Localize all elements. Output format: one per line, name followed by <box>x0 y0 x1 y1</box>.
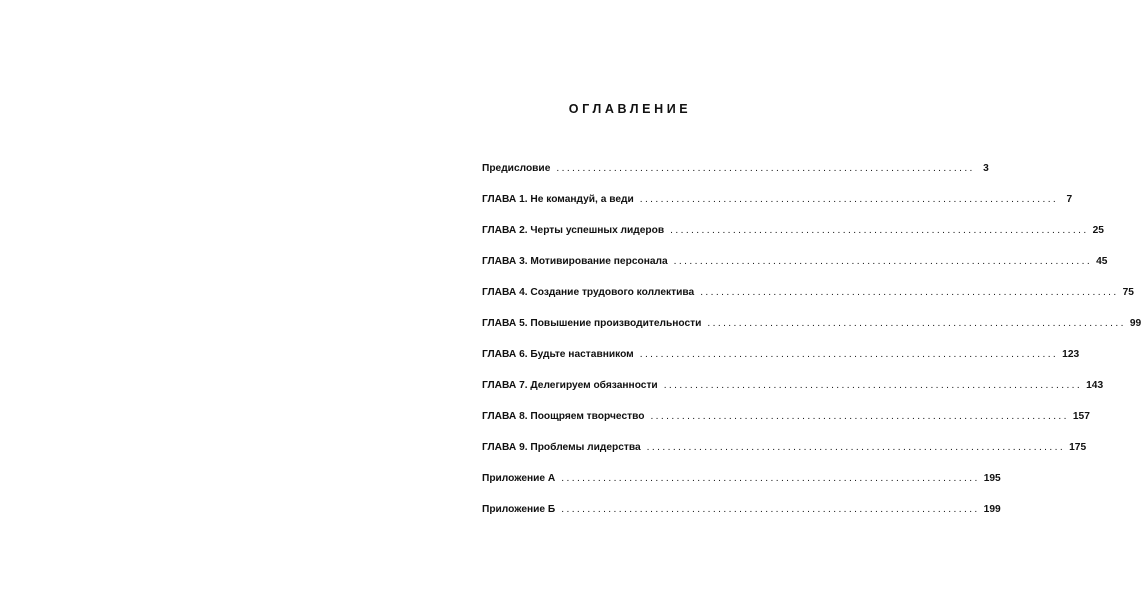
toc-entry-page-number: 175 <box>1069 442 1087 453</box>
toc-entry-page-number: 3 <box>983 163 989 174</box>
toc-entry-page-number: 75 <box>1122 287 1134 298</box>
toc-entry-page-number: 45 <box>1096 256 1108 267</box>
toc-entry-preface[interactable] <box>482 163 989 194</box>
toc-entry-label: ГЛАВА 4. Создание трудового коллектива <box>482 287 695 298</box>
toc-entry-label: ГЛАВА 1. Не командуй, а веди <box>482 194 634 205</box>
toc-entry-chapter-2[interactable] <box>482 225 1104 256</box>
toc-entry-chapter-3[interactable] <box>482 256 1108 287</box>
toc-leader-dots: ................................................................................ <box>670 225 1089 236</box>
toc-entry-label: Приложение А <box>482 473 556 484</box>
toc-leader-dots: ................................................................................ <box>639 349 1059 360</box>
toc-entry-page-number: 157 <box>1072 411 1090 422</box>
toc-leader-dots: ................................................................................ <box>561 504 980 515</box>
toc-entry-appendix-a[interactable] <box>482 473 1001 504</box>
toc-entry-chapter-1[interactable] <box>482 194 1073 225</box>
toc-entry-label: ГЛАВА 6. Будьте наставником <box>482 349 634 360</box>
toc-entry-chapter-7[interactable] <box>482 380 1104 411</box>
toc-entry-page-number: 7 <box>1066 194 1073 205</box>
toc-leader-dots: ................................................................................ <box>663 380 1083 391</box>
toc-entry-appendix-b[interactable] <box>482 504 1001 535</box>
toc-leader-dots: ................................................................................ <box>707 318 1126 329</box>
toc-leader-dots: ................................................................................ <box>639 194 1059 205</box>
toc-entry-label: ГЛАВА 8. Поощряем творчество <box>482 411 645 422</box>
toc-leader-dots: ................................................................................ <box>646 442 1066 453</box>
toc-entry-label: ГЛАВА 3. Мотивирование персонала <box>482 256 668 267</box>
toc-entry-chapter-6[interactable] <box>482 349 1080 380</box>
toc-list <box>482 163 1141 535</box>
toc-entry-page-number: 143 <box>1086 380 1104 391</box>
toc-entry-page-number: 123 <box>1062 349 1080 360</box>
toc-entry-label: Приложение Б <box>482 504 556 515</box>
toc-leader-dots: ................................................................................ <box>650 411 1069 422</box>
toc-leader-dots: ................................................................................ <box>673 256 1093 267</box>
toc-entry-chapter-8[interactable] <box>482 411 1090 442</box>
toc-leader-dots: ................................................................................ <box>561 473 980 484</box>
toc-entry-page-number: 25 <box>1092 225 1104 236</box>
toc-entry-page-number: 99 <box>1129 318 1141 329</box>
toc-entry-label: Предисловие <box>482 163 551 174</box>
toc-entry-label: ГЛАВА 5. Повышение производительности <box>482 318 702 329</box>
toc-entry-chapter-4[interactable] <box>482 287 1134 318</box>
toc-title: ОГЛАВЛЕНИЕ <box>568 102 692 116</box>
toc-entry-chapter-5[interactable] <box>482 318 1141 349</box>
toc-entry-chapter-9[interactable] <box>482 442 1087 473</box>
toc-entry-label: ГЛАВА 7. Делегируем обязанности <box>482 380 658 391</box>
toc-entry-page-number: 199 <box>983 504 1001 515</box>
toc-entry-label: ГЛАВА 2. Черты успешных лидеров <box>482 225 665 236</box>
toc-entry-label: ГЛАВА 9. Проблемы лидерства <box>482 442 641 453</box>
toc-entry-page-number: 195 <box>983 473 1001 484</box>
toc-leader-dots: ................................................................................ <box>700 287 1119 298</box>
toc-leader-dots: ................................................................................ <box>556 163 975 174</box>
